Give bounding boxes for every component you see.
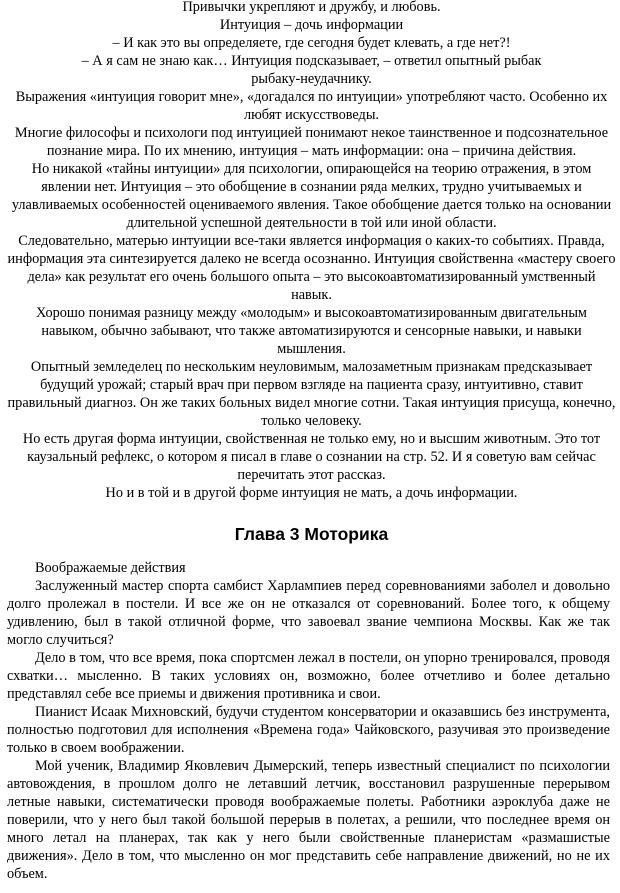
section-title: Воображаемые действия [35,560,186,576]
chapter-section [7,559,616,883]
chapter-title: Глава 3 Моторика [234,524,389,544]
section-heading-intuition: Интуиция – дочь информации [219,17,404,33]
paragraph-expressions: Выражения «интуиция говорит мне», «догадался по интуиции» употребляют часто. Особенно их любят искусствоведы. [15,89,608,123]
paragraph-kharlampiev: Заслуженный мастер спорта самбист Харлампиев перед соревнованиями заболел и довольно долго пролежал в постели. И все же он не отказался от соревнований. Более того, к общему удивлению, был в такой отличной форме, что завоевал звание чемпиона Москвы. Как же так могло случиться? [7,578,610,648]
paragraph-mental-training: Дело в том, что все время, пока спортсмен лежал в постели, он упорно тренировался, проводя схватки… мысленно. В таких условиях он, возможно, более отчетливо и более детально представлял себе все приемы и движения противника и свои. [7,650,610,702]
paragraph-conclusion: Но и в той и в другой форме интуиция не мать, а дочь информации. [105,485,518,501]
paragraph-skills: Хорошо понимая разницу между «молодым» и высокоавтоматизированным двигательным навыком, обычно забывают, что также автоматизируются и сенсорные навыки, и навыки мышления. [36,305,587,357]
paragraph-pilot: Мой ученик, Владимир Яковлевич Дымерский, теперь известный специалист по психологии автовождения, в прошлом долго не летавший летчик, восстановил разрушенные перерывом летные навыки, систематически проводя воображаемые полеты. Работники аэроклуба даже не поверили, что у него был такой большой перерыв в полетах, а решили, что последнее время он много летал на планерах, так как у него были свойственные планеристам «размашистые движения». Дело в том, что мысленно он мог представить себе направление движений, но не их объем. [7,758,610,882]
paragraph-pianist: Пианист Исаак Михновский, будучи студентом консерватории и оказавшись без инструмента, полностью подготовил для исполнения «Времена года» Чайковского, разучивая это произведение только в своем воображении. [7,704,610,756]
paragraph-causal-reflex: Но есть другая форма интуиции, свойственная не только ему, но и высшим животным. Это тот каузальный рефлекс, о котором я писал в главе о сознании на стр. 52. И я советую вам сейчас перечитать этот рассказ. [22,431,601,483]
intuition-section [7,0,616,502]
paragraph-habits: Привычки укрепляют и дружбу, и любовь. [182,0,441,15]
dialogue-question: – И как это вы определяете, где сегодня будет клевать, а где нет?! [112,35,511,51]
dialogue-answer: – А я сам не знаю как… Интуиция подсказывает, – ответил опытный рыбак рыбаку-неудачнику. [81,53,542,87]
paragraph-consequently: Следовательно, матерью интуиции все-таки является информация о каких-то событиях. Правда, информация эта синтезируется далеко не всегда осознанно. Интуиция свойственна «мастеру своего дела» как результат его очень большого опыта – это высокоавтоматизированный умственный навык. [7,233,616,303]
paragraph-philosophers: Многие философы и психологи под интуицией понимают некое таинственное и подсознательное познание мира. По их мнению, интуиция – мать информации: она – причина действия. [14,125,609,159]
paragraph-farmer: Опытный земледелец по нескольким неуловимым, малозаметным признакам предсказывает будущий урожай; старый врач при первом взгляде на пациента сразу, интуитивно, ставит правильный диагноз. Он же таких больных видел многие сотни. Такая интуиция присуща, конечно, только человеку. [7,359,616,429]
paragraph-no-mystery: Но никакой «тайны интуиции» для психологии, опирающейся на теорию отражения, в этом явлении нет. Интуиция – это обобщение в сознании ряда мелких, трудно учитываемых и улавливаемых особенностей оцениваемого явления. Такое обобщение дается только на основании длительной успешной деятельности в той или иной области. [11,161,612,231]
